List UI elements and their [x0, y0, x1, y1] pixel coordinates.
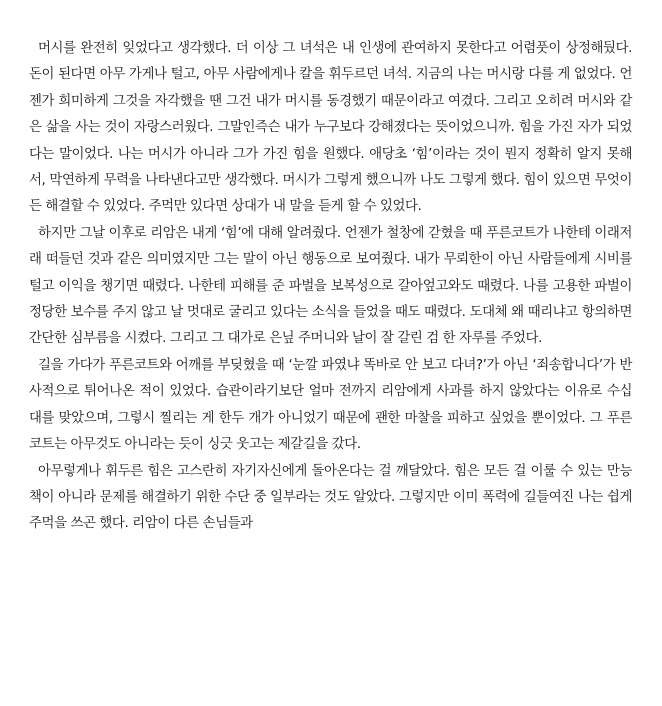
- paragraph-4: 아무렇게나 휘두른 힘은 고스란히 자기자신에게 돌아온다는 걸 깨달았다. 힘은 모든 걸 이룰 수 있는 만능책이 아니라 문제를 해결하기 위한 수단 중 일부라는 것도 알았다. 그렇지만 이미 폭력에 길들여진 나는 쉽게 주먹을 쓰곤 했다. 리암이 다른 손님들과: [29, 463, 632, 532]
- paragraph-1: 머시를 완전히 잊었다고 생각했다. 더 이상 그 녀석은 내 인생에 관여하지 못한다고 어렴풋이 상정해뒀다. 돈이 된다면 아무 가게나 털고, 아무 사람에게나 칼을 휘두르던 녀석. 지금의 나는 머시랑 다를 게 없었다. 언젠가 희미하게 그것을 자각했을 땐 그건 내가 머시를 동경했기 때문이라고 여겼다. 그리고 오히려 머시와 같은 삶을 사는 것이 자랑스러웠다. 그말인즉슨 내가 누구보다 강해졌다는 뜻이었으니까. 힘을 가진 자가 되었다는 말이었다. 나는 머시가 아니라 그가 가진 힘을 원했다. 애당초 ‘힘’이라는 것이 뭔지 정확히 알지 못해서, 막연하게 무력을 나타낸다고만 생각했다. 머시가 그렇게 했으니까 나도 그렇게 했다. 힘이 있으면 무엇이든 해결할 수 있었다. 주먹만 있다면 상대가 내 말을 듣게 할 수 있었다.: [29, 41, 632, 215]
- paragraph-2: 하지만 그날 이후로 리암은 내게 ‘힘’에 대해 알려줬다. 언젠가 철창에 갇혔을 때 푸른코트가 나한테 이래저래 떠들던 것과 같은 의미였지만 그는 말이 아닌 행동으로 보여줬다. 내가 무뢰한이 아닌 사람들에게 시비를 털고 이익을 챙기면 때렸다. 나한테 피해를 준 파벌을 보복성으로 갈아엎고와도 때렸다. 나를 고용한 파벌이 정당한 보수를 주지 않고 날 멋대로 굴리고 있다는 소식을 들었을 때도 때렸다. 도대체 왜 때리냐고 항의하면 간단한 심부름을 시켰다. 그리고 그 대가로 은닢 주머니와 날이 잘 갈린 검 한 자루를 주었다.: [29, 225, 632, 347]
- paragraph-3: 길을 가다가 푸른코트와 어깨를 부딪혔을 때 ‘눈깔 파였냐 똑바로 안 보고 다녀?’가 아닌 ‘죄송합니다’가 반사적으로 튀어나온 적이 있었다. 습관이라기보단 얼마 전까지 리암에게 사과를 하지 않았다는 이유로 수십 대를 맞았으며, 그렇시 찔리는 게 한두 개가 아니었기 때문에 괜한 마찰을 피하고 싶었을 뿐이었다. 그 푸른코트는 아무것도 아니라는 듯이 싱긋 웃고는 제갈길을 갔다.: [29, 357, 632, 453]
